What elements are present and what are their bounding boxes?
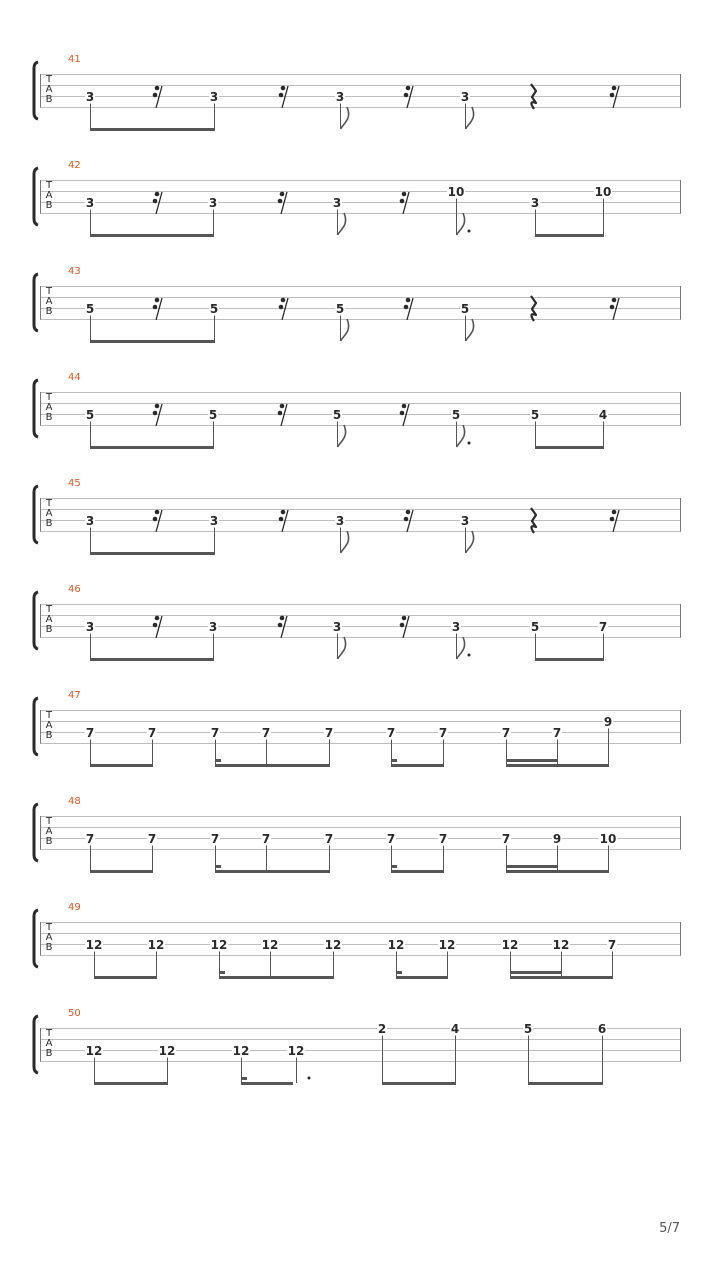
note-beam	[506, 764, 609, 767]
note-flag	[457, 637, 465, 659]
fret-number: 9	[552, 832, 562, 846]
note-beam-stub	[215, 759, 221, 762]
sixteenth-rest	[153, 93, 158, 98]
note-flag	[338, 425, 346, 447]
fret-number: 4	[598, 408, 608, 422]
note-beam	[215, 870, 330, 873]
measure-number: 48	[68, 796, 81, 807]
tab-clef-letter: A	[45, 932, 53, 943]
note-beam	[219, 976, 334, 979]
sixteenth-rest	[400, 623, 405, 628]
measure-number: 42	[68, 160, 81, 171]
sixteenth-rest	[279, 305, 284, 310]
tab-clef-letter: B	[45, 942, 53, 953]
note-beam-stub	[396, 971, 402, 974]
note-beam	[510, 976, 613, 979]
system-bracket	[34, 62, 38, 119]
augmentation-dot	[468, 442, 471, 445]
note-beam	[90, 870, 153, 873]
fret-number: 3	[85, 90, 95, 104]
measure-number: 50	[68, 1008, 81, 1019]
fret-number: 5	[451, 408, 461, 422]
sixteenth-rest	[155, 86, 160, 91]
augmentation-dot	[468, 654, 471, 657]
fret-number: 4	[450, 1022, 460, 1036]
tab-clef-letter: A	[45, 720, 53, 731]
note-beam	[90, 234, 214, 237]
note-beam	[528, 1082, 603, 1085]
fret-number: 9	[603, 715, 613, 729]
fret-number: 10	[594, 185, 612, 199]
tab-clef-letter: B	[45, 412, 53, 423]
tab-clef-letter: T	[45, 1028, 53, 1039]
sixteenth-rest	[402, 404, 407, 409]
sixteenth-rest	[404, 517, 409, 522]
note-beam	[90, 446, 214, 449]
tab-system	[34, 584, 681, 661]
fret-number: 3	[209, 514, 219, 528]
fret-number: 3	[85, 196, 95, 210]
note-beam	[506, 870, 609, 873]
tab-clef-letter: B	[45, 94, 53, 105]
sixteenth-rest	[155, 192, 160, 197]
fret-number: 5	[530, 408, 540, 422]
sixteenth-rest	[400, 411, 405, 416]
page-number: 5/7	[659, 1221, 680, 1236]
sixteenth-rest	[278, 623, 283, 628]
sixteenth-rest	[281, 86, 286, 91]
note-beam	[94, 976, 157, 979]
measure-number: 46	[68, 584, 81, 595]
fret-number: 12	[287, 1044, 305, 1058]
note-flag	[466, 107, 474, 129]
system-bracket	[34, 1016, 38, 1073]
fret-number: 5	[85, 302, 95, 316]
sixteenth-rest	[610, 305, 615, 310]
fret-number: 6	[597, 1022, 607, 1036]
tab-system	[34, 266, 681, 343]
fret-number: 7	[210, 832, 220, 846]
note-flag	[341, 531, 349, 553]
tab-clef-letter: B	[45, 836, 53, 847]
tab-clef-letter: T	[45, 74, 53, 85]
fret-number: 12	[501, 938, 519, 952]
tab-system	[34, 796, 681, 873]
note-beam-secondary	[506, 865, 558, 868]
tab-clef-letter: B	[45, 624, 53, 635]
tab-system	[34, 160, 681, 237]
fret-number: 7	[607, 938, 617, 952]
sixteenth-rest	[155, 510, 160, 515]
fret-number: 3	[335, 514, 345, 528]
note-beam	[535, 446, 604, 449]
fret-number: 3	[208, 196, 218, 210]
fret-number: 3	[332, 620, 342, 634]
measure-number: 49	[68, 902, 81, 913]
note-beam	[535, 234, 604, 237]
system-bracket	[34, 592, 38, 649]
fret-number: 7	[147, 726, 157, 740]
measure-number: 44	[68, 372, 81, 383]
fret-number: 10	[447, 185, 465, 199]
tab-clef-letter: A	[45, 1038, 53, 1049]
sixteenth-rest	[610, 93, 615, 98]
system-bracket	[34, 380, 38, 437]
fret-number: 3	[460, 90, 470, 104]
fret-number: 5	[208, 408, 218, 422]
sixteenth-rest	[280, 404, 285, 409]
system-bracket	[34, 910, 38, 967]
tab-system	[34, 478, 681, 555]
fret-number: 7	[147, 832, 157, 846]
measure-number: 47	[68, 690, 81, 701]
note-flag	[341, 107, 349, 129]
note-beam-secondary	[506, 759, 558, 762]
fret-number: 3	[85, 620, 95, 634]
note-beam	[90, 764, 153, 767]
fret-number: 12	[438, 938, 456, 952]
note-beam-stub	[391, 759, 397, 762]
fret-number: 5	[460, 302, 470, 316]
note-beam-stub	[215, 865, 221, 868]
fret-number: 12	[552, 938, 570, 952]
sixteenth-rest	[402, 192, 407, 197]
sixteenth-rest	[278, 199, 283, 204]
fret-number: 7	[501, 832, 511, 846]
sixteenth-rest	[610, 517, 615, 522]
tab-clef-letter: A	[45, 190, 53, 201]
sixteenth-rest	[400, 199, 405, 204]
fret-number: 3	[335, 90, 345, 104]
sixteenth-rest	[402, 616, 407, 621]
note-flag	[457, 213, 465, 235]
sixteenth-rest	[278, 411, 283, 416]
tab-clef-letter: A	[45, 614, 53, 625]
sixteenth-rest	[153, 517, 158, 522]
fret-number: 7	[261, 832, 271, 846]
sixteenth-rest	[406, 510, 411, 515]
note-beam-stub	[219, 971, 225, 974]
fret-number: 7	[438, 832, 448, 846]
note-flag	[466, 319, 474, 341]
fret-number: 3	[209, 90, 219, 104]
tab-system	[34, 1008, 681, 1085]
tab-clef-letter: A	[45, 402, 53, 413]
sixteenth-rest	[612, 86, 617, 91]
tab-clef-letter: T	[45, 710, 53, 721]
measure-number: 45	[68, 478, 81, 489]
fret-number: 7	[386, 726, 396, 740]
fret-number: 7	[210, 726, 220, 740]
fret-number: 12	[324, 938, 342, 952]
fret-number: 7	[501, 726, 511, 740]
tab-clef-letter: T	[45, 180, 53, 191]
sixteenth-rest	[153, 305, 158, 310]
fret-number: 3	[208, 620, 218, 634]
sixteenth-rest	[404, 93, 409, 98]
tab-clef-letter: T	[45, 392, 53, 403]
note-beam	[90, 340, 215, 343]
tab-clef-letter: B	[45, 1048, 53, 1059]
tab-clef-letter: T	[45, 498, 53, 509]
tab-system	[34, 902, 681, 979]
note-flag	[338, 637, 346, 659]
tab-clef-letter: A	[45, 508, 53, 519]
fret-number: 12	[158, 1044, 176, 1058]
note-beam	[94, 1082, 168, 1085]
fret-number: 12	[387, 938, 405, 952]
tab-clef-letter: B	[45, 306, 53, 317]
augmentation-dot	[468, 230, 471, 233]
note-beam	[90, 658, 214, 661]
sixteenth-rest	[153, 411, 158, 416]
fret-number: 5	[530, 620, 540, 634]
system-bracket	[34, 168, 38, 225]
fret-number: 3	[451, 620, 461, 634]
sixteenth-rest	[281, 298, 286, 303]
fret-number: 7	[261, 726, 271, 740]
fret-number: 7	[438, 726, 448, 740]
fret-number: 3	[85, 514, 95, 528]
measure-number: 41	[68, 54, 81, 65]
sixteenth-rest	[153, 199, 158, 204]
fret-number: 7	[386, 832, 396, 846]
fret-number: 12	[147, 938, 165, 952]
measure-number: 43	[68, 266, 81, 277]
note-beam-secondary	[510, 971, 562, 974]
tab-clef-letter: T	[45, 922, 53, 933]
sixteenth-rest	[155, 404, 160, 409]
tab-clef-letter: T	[45, 604, 53, 615]
sixteenth-rest	[280, 192, 285, 197]
sixteenth-rest	[406, 86, 411, 91]
tab-clef-letter: T	[45, 816, 53, 827]
note-beam	[90, 128, 215, 131]
note-beam	[215, 764, 330, 767]
fret-number: 12	[85, 938, 103, 952]
note-beam-stub	[241, 1077, 247, 1080]
fret-number: 5	[335, 302, 345, 316]
note-beam	[396, 976, 448, 979]
fret-number: 5	[332, 408, 342, 422]
tab-clef-letter: B	[45, 200, 53, 211]
fret-number: 12	[261, 938, 279, 952]
fret-number: 7	[324, 832, 334, 846]
note-beam	[382, 1082, 456, 1085]
note-beam	[241, 1082, 293, 1085]
sixteenth-rest	[612, 298, 617, 303]
fret-number: 10	[599, 832, 617, 846]
note-flag	[341, 319, 349, 341]
tab-clef-letter: A	[45, 84, 53, 95]
tab-clef-letter: B	[45, 730, 53, 741]
fret-number: 7	[552, 726, 562, 740]
note-beam-stub	[391, 865, 397, 868]
fret-number: 5	[85, 408, 95, 422]
sixteenth-rest	[280, 616, 285, 621]
fret-number: 12	[210, 938, 228, 952]
note-flag	[466, 531, 474, 553]
sixteenth-rest	[155, 298, 160, 303]
fret-number: 7	[324, 726, 334, 740]
tab-system	[34, 372, 681, 449]
sixteenth-rest	[406, 298, 411, 303]
system-bracket	[34, 274, 38, 331]
fret-number: 5	[209, 302, 219, 316]
note-beam	[90, 552, 215, 555]
sixteenth-rest	[279, 517, 284, 522]
fret-number: 7	[85, 832, 95, 846]
fret-number: 3	[530, 196, 540, 210]
augmentation-dot	[308, 1077, 311, 1080]
note-beam	[535, 658, 604, 661]
fret-number: 5	[523, 1022, 533, 1036]
note-beam	[391, 764, 444, 767]
tab-clef-letter: T	[45, 286, 53, 297]
tab-clef-letter: B	[45, 518, 53, 529]
system-bracket	[34, 486, 38, 543]
sixteenth-rest	[281, 510, 286, 515]
sixteenth-rest	[612, 510, 617, 515]
fret-number: 12	[232, 1044, 250, 1058]
fret-number: 3	[460, 514, 470, 528]
note-beam	[391, 870, 444, 873]
system-bracket	[34, 698, 38, 755]
system-bracket	[34, 804, 38, 861]
note-flag	[338, 213, 346, 235]
sixteenth-rest	[153, 623, 158, 628]
tab-clef-letter: A	[45, 826, 53, 837]
fret-number: 2	[377, 1022, 387, 1036]
tab-system	[34, 690, 681, 767]
sixteenth-rest	[404, 305, 409, 310]
tab-system	[34, 54, 681, 131]
fret-number: 7	[85, 726, 95, 740]
fret-number: 12	[85, 1044, 103, 1058]
sixteenth-rest	[279, 93, 284, 98]
fret-number: 7	[598, 620, 608, 634]
note-flag	[457, 425, 465, 447]
tab-clef-letter: A	[45, 296, 53, 307]
fret-number: 3	[332, 196, 342, 210]
sixteenth-rest	[155, 616, 160, 621]
